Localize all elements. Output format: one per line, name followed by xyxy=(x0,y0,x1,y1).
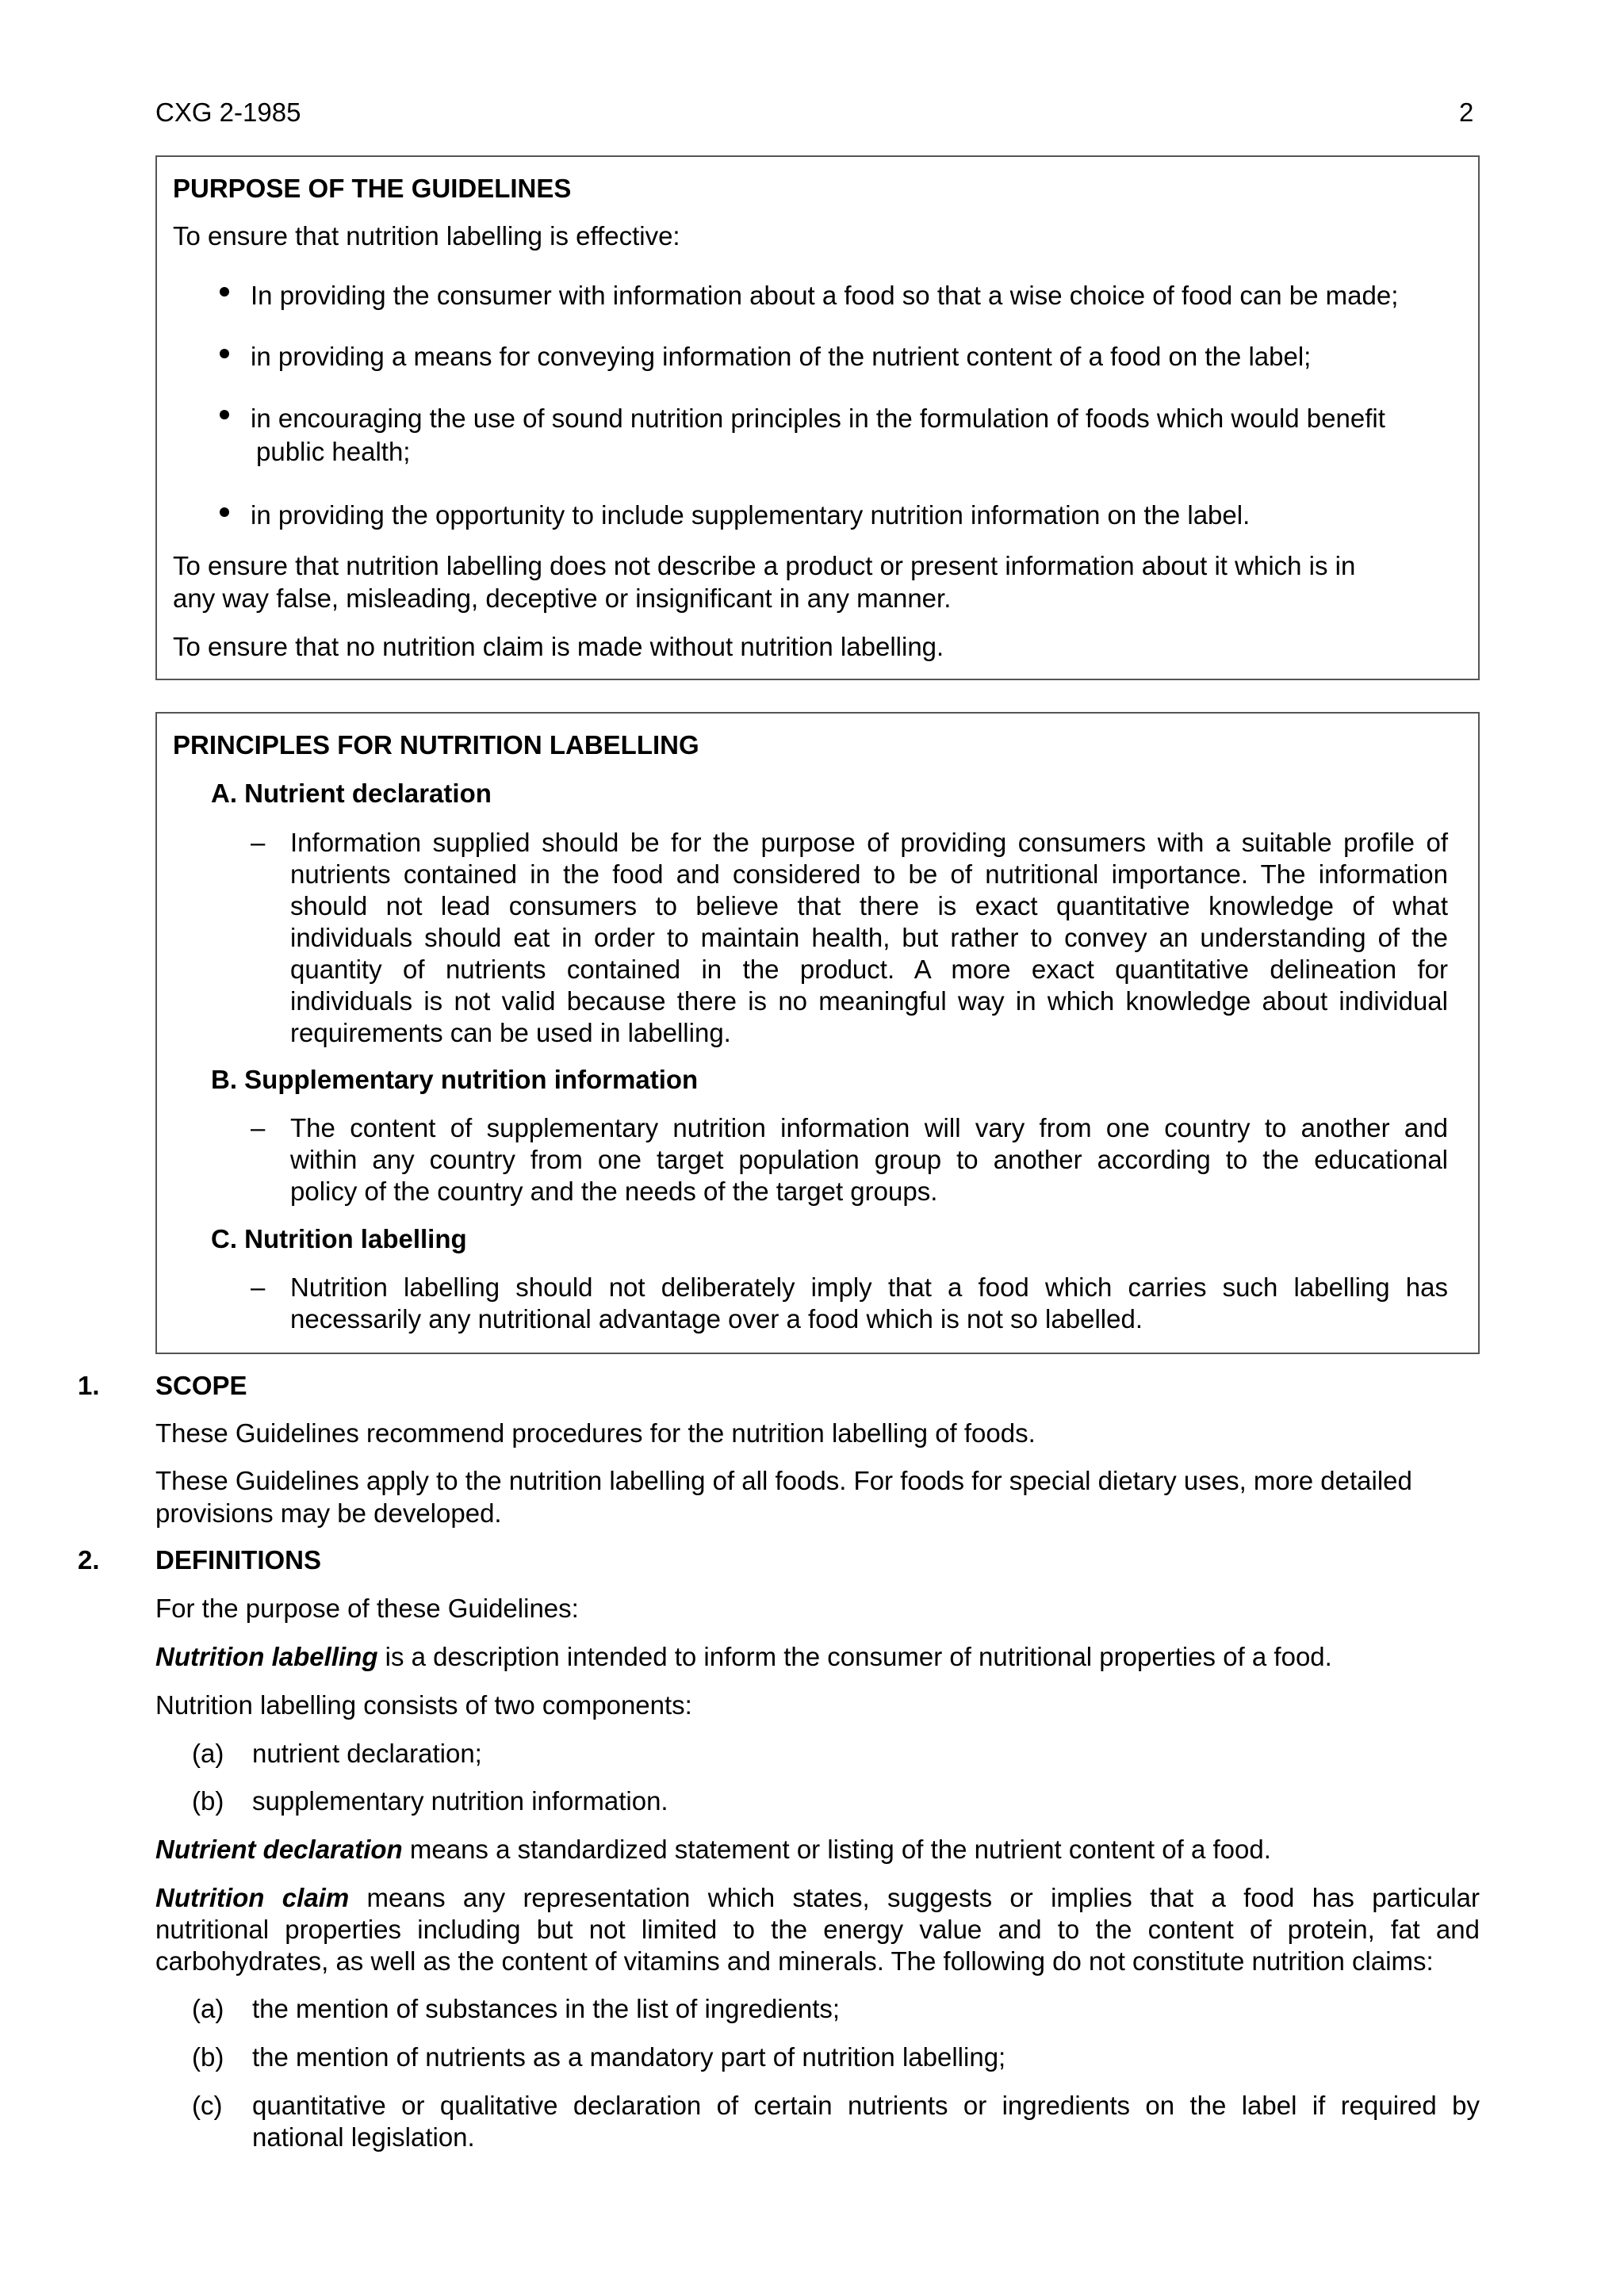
exclusion-label: (b) xyxy=(192,2042,224,2072)
purpose-para-3: To ensure that no nutrition claim is made without nutrition labelling. xyxy=(173,632,944,661)
document-code: CXG 2-1985 xyxy=(155,98,301,127)
principle-b-line: policy of the country and the needs of the target groups. xyxy=(290,1177,938,1206)
principle-a-heading: A. Nutrient declaration xyxy=(211,779,492,808)
exclusion-text-cont: national legislation. xyxy=(252,2122,475,2152)
principle-b-line: The content of supplementary nutrition information will vary from one country to another and xyxy=(290,1113,1448,1142)
exclusion-text: quantitative or qualitative declaration of certain nutrients or ingredients on the label if required by xyxy=(252,2091,1480,2120)
scope-number: 1. xyxy=(78,1371,100,1400)
exclusion-label: (a) xyxy=(192,1994,224,2023)
definitions-intro: For the purpose of these Guidelines: xyxy=(155,1594,579,1623)
dash-marker: – xyxy=(251,1113,266,1142)
principle-a-line: Information supplied should be for the purpose of providing consumers with a suitable profile of xyxy=(290,828,1448,857)
principle-b-heading: B. Supplementary nutrition information xyxy=(211,1065,699,1094)
purpose-bullet-3-cont: public health; xyxy=(256,437,411,466)
term-nutrition-labelling: Nutrition labelling xyxy=(155,1642,378,1671)
principle-c-line: necessarily any nutritional advantage over a food which is not so labelled. xyxy=(290,1304,1143,1334)
purpose-bullet-2: in providing a means for conveying information of the nutrient content of a food on the label; xyxy=(251,342,1312,371)
bullet-icon xyxy=(220,507,229,517)
principle-a-line: should not lead consumers to believe that there is exact quantitative knowledge of what xyxy=(290,891,1448,920)
component-label: (a) xyxy=(192,1739,224,1768)
purpose-para-2-line-2: any way false, misleading, deceptive or insignificant in any manner. xyxy=(173,584,952,613)
bullet-icon xyxy=(220,410,229,419)
principle-a-line: individuals should eat in order to maintain health, but rather to convey an understanding of the xyxy=(290,923,1448,952)
purpose-intro: To ensure that nutrition labelling is effective: xyxy=(173,221,680,251)
definition-nutrient-declaration xyxy=(155,1834,1271,1866)
principle-a-line: individuals is not valid because there is no meaningful way in which knowledge about individual xyxy=(290,986,1448,1016)
scope-para-1: These Guidelines recommend procedures for the nutrition labelling of foods. xyxy=(155,1418,1036,1448)
definitions-number: 2. xyxy=(78,1545,100,1575)
definition-text: means a standardized statement or listing of the nutrient content of a food. xyxy=(402,1835,1271,1864)
definition-nutrition-claim-line-1 xyxy=(155,1882,1480,1914)
purpose-bullet-3: in encouraging the use of sound nutrition principles in the formulation of foods which would benefit xyxy=(251,404,1385,433)
principle-a-line: requirements can be used in labelling. xyxy=(290,1018,731,1047)
term-nutrition-claim: Nutrition claim xyxy=(155,1883,350,1912)
definition-text: is a description intended to inform the consumer of nutritional properties of a food. xyxy=(377,1642,1332,1671)
dash-marker: – xyxy=(251,1272,266,1302)
scope-title: SCOPE xyxy=(155,1371,247,1400)
bullet-icon xyxy=(220,349,229,358)
purpose-title: PURPOSE OF THE GUIDELINES xyxy=(173,174,572,203)
exclusion-text: the mention of nutrients as a mandatory part of nutrition labelling; xyxy=(252,2042,1006,2072)
principle-a-line: nutrients contained in the food and considered to be of nutritional importance. The information xyxy=(290,859,1448,889)
definition-text: means any representation which states, suggests or implies that a food has particular xyxy=(349,1883,1480,1912)
term-nutrient-declaration: Nutrient declaration xyxy=(155,1835,403,1864)
component-label: (b) xyxy=(192,1786,224,1816)
definition-nutrition-claim-line-2: nutritional properties including but not limited to the energy value and to the content of protein, fat and xyxy=(155,1915,1480,1944)
scope-para-2-line-2: provisions may be developed. xyxy=(155,1498,502,1528)
exclusion-text: the mention of substances in the list of ingredients; xyxy=(252,1994,841,2023)
principle-c-line: Nutrition labelling should not deliberately imply that a food which carries such labelling has xyxy=(290,1272,1448,1302)
purpose-bullet-4: in providing the opportunity to include supplementary nutrition information on the label. xyxy=(251,500,1251,530)
component-text: supplementary nutrition information. xyxy=(252,1786,668,1816)
dash-marker: – xyxy=(251,828,266,857)
purpose-bullet-1: In providing the consumer with information about a food so that a wise choice of food can be made; xyxy=(251,281,1399,310)
scope-para-2-line-1: These Guidelines apply to the nutrition labelling of all foods. For foods for special dietary uses, more detailed xyxy=(155,1466,1412,1495)
principle-a-line: quantity of nutrients contained in the product. A more exact quantitative delineation for xyxy=(290,955,1448,984)
components-intro: Nutrition labelling consists of two components: xyxy=(155,1690,692,1720)
page-number: 2 xyxy=(1459,98,1474,127)
principle-c-heading: C. Nutrition labelling xyxy=(211,1224,467,1253)
principle-b-line: within any country from one target population group to another according to the educational xyxy=(290,1145,1448,1174)
bullet-icon xyxy=(220,287,229,297)
purpose-para-2-line-1: To ensure that nutrition labelling does not describe a product or present information about it which is in xyxy=(173,551,1356,580)
definition-nutrition-labelling xyxy=(155,1641,1332,1673)
definitions-title: DEFINITIONS xyxy=(155,1545,322,1575)
component-text: nutrient declaration; xyxy=(252,1739,482,1768)
principles-title: PRINCIPLES FOR NUTRITION LABELLING xyxy=(173,730,699,760)
exclusion-label: (c) xyxy=(192,2091,223,2120)
definition-nutrition-claim-line-3: carbohydrates, as well as the content of vitamins and minerals. The following do not constitute nutrition claims: xyxy=(155,1946,1434,1976)
